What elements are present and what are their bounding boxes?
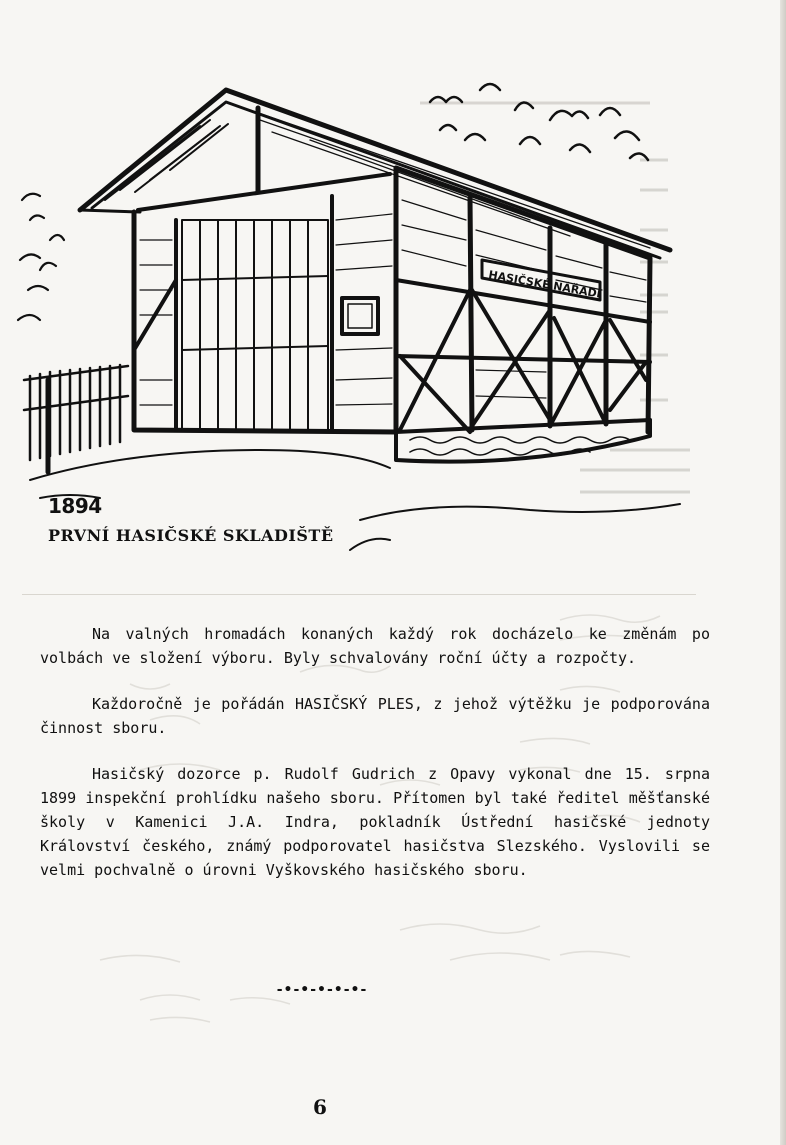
paragraph-fire-ball: Každoročně je pořádán HASIČSKÝ PLES, z jehož výtěžku je podporována činnost sboru. (40, 695, 710, 737)
foliage-scribbles (430, 84, 648, 160)
caption-year: 1894 (48, 494, 102, 518)
paragraph-annual-meetings: Na valných hromadách konaných každý rok docházelo ke změnám po volbách ve složení výboru. Byly schvalovány roční účty a rozpočty. (40, 625, 710, 667)
caption-title: PRVNÍ HASIČSKÉ SKLADIŠTĚ (48, 526, 334, 545)
sign-board-text: HASIČSKÉ NÁŘADÍ (487, 268, 602, 301)
left-foliage (18, 194, 64, 320)
section-separator: -•-•-•-•-•- (276, 982, 368, 998)
page-number: 6 (313, 1095, 327, 1119)
fence (24, 365, 128, 472)
body-text (40, 622, 710, 904)
paragraph-inspection: Hasičský dozorce p. Rudolf Gudrich z Opavy vykonal dne 15. srpna 1899 inspekční prohlídku našeho sboru. Přítomen byl také ředitel měšťanské školy v Kamenici J.A. Indra, pokladník Ústřední hasičské jednoty Království českého, známý podporovatel hasičstva Slezského. Vyslovili se velmi pochvalně o úrovni Vyškovského hasičského sboru. (40, 765, 710, 879)
divider-line (22, 594, 696, 595)
fire-station-illustration (10, 80, 700, 560)
page-edge (780, 0, 786, 1145)
